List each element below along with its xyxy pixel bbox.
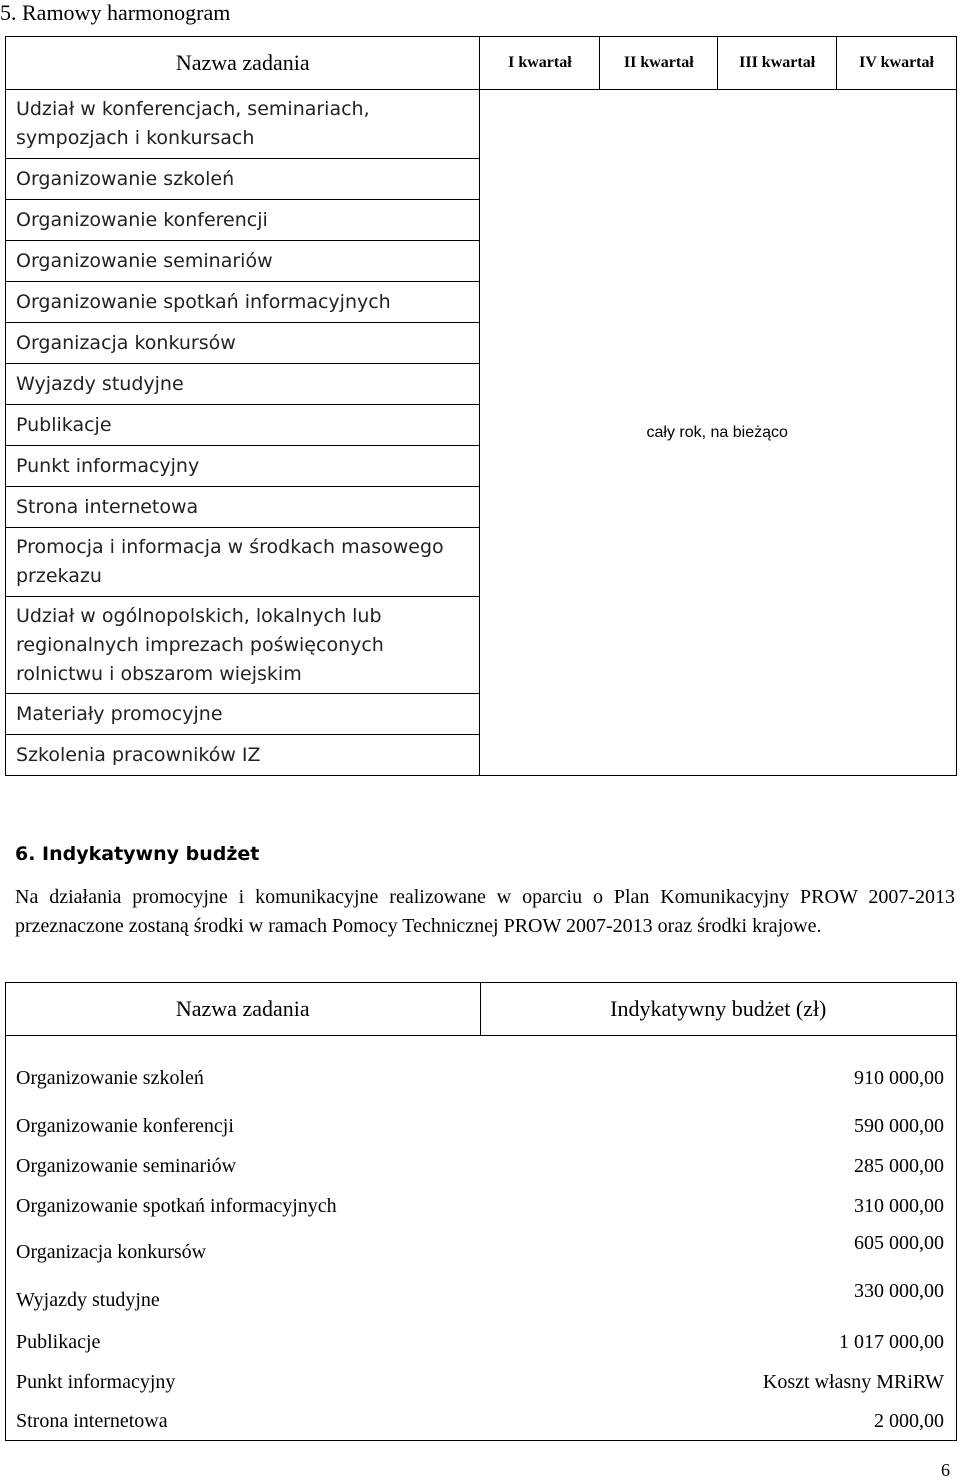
section-6-heading: 6. Indykatywny budżet bbox=[15, 843, 260, 865]
budget-value: Koszt własny MRiRW bbox=[762, 1370, 944, 1393]
schedule-header-row bbox=[6, 37, 957, 90]
budget-header-row bbox=[6, 983, 957, 1036]
table-row bbox=[6, 1362, 957, 1402]
budget-value: 605 000,00 bbox=[854, 1232, 944, 1254]
budget-paragraph: Na działania promocyjne i komunikacyjne realizowane w oparciu o Plan Komunikacyjny PROW 2007-2013 przeznaczone zostaną środki w ramach Pomocy Technicznej PROW 2007-2013 oraz środki krajowe. bbox=[15, 886, 955, 937]
task-cell: Organizowanie konferencji bbox=[6, 200, 480, 241]
task-cell: Udział w konferencjach, seminariach, sympozjach i konkursach bbox=[6, 90, 480, 159]
budget-task: Strona internetowa bbox=[16, 1409, 168, 1432]
header-q4: IV kwartał bbox=[837, 37, 957, 90]
page-number: 6 bbox=[941, 1460, 950, 1480]
budget-value: 310 000,00 bbox=[854, 1194, 944, 1217]
task-cell: Organizowanie szkoleń bbox=[6, 159, 480, 200]
table-row bbox=[6, 90, 957, 159]
task-cell: Punkt informacyjny bbox=[6, 446, 480, 487]
section-5-heading: 5. Ramowy harmonogram bbox=[0, 0, 231, 25]
budget-value: 590 000,00 bbox=[854, 1114, 944, 1137]
task-cell: Wyjazdy studyjne bbox=[6, 364, 480, 405]
budget-value: 330 000,00 bbox=[854, 1280, 944, 1302]
budget-value: 910 000,00 bbox=[854, 1066, 944, 1089]
table-row bbox=[6, 1146, 957, 1186]
task-cell: Udział w ogólnopolskich, lokalnych lub regionalnych imprezach poświęconych rolnictwu i obszarom wiejskim bbox=[6, 597, 480, 694]
task-cell: Organizowanie seminariów bbox=[6, 241, 480, 282]
task-cell: Szkolenia pracowników IZ bbox=[6, 735, 480, 776]
task-cell: Materiały promocyjne bbox=[6, 694, 480, 735]
table-row bbox=[6, 1186, 957, 1226]
budget-header-name: Nazwa zadania bbox=[6, 983, 481, 1036]
budget-task: Wyjazdy studyjne bbox=[16, 1288, 160, 1311]
header-q2: II kwartał bbox=[600, 37, 718, 90]
task-cell: Publikacje bbox=[6, 405, 480, 446]
task-cell: Organizacja konkursów bbox=[6, 323, 480, 364]
budget-task: Organizowanie szkoleń bbox=[16, 1066, 204, 1089]
budget-value: 1 017 000,00 bbox=[839, 1330, 944, 1353]
budget-table bbox=[5, 982, 957, 1441]
budget-value: 2 000,00 bbox=[874, 1409, 944, 1432]
task-cell: Organizowanie spotkań informacyjnych bbox=[6, 282, 480, 323]
budget-task: Organizowanie konferencji bbox=[16, 1114, 234, 1137]
budget-task: Organizowanie spotkań informacyjnych bbox=[16, 1194, 337, 1217]
header-task-name: Nazwa zadania bbox=[6, 37, 480, 90]
budget-value: 285 000,00 bbox=[854, 1154, 944, 1177]
budget-task: Punkt informacyjny bbox=[16, 1370, 176, 1393]
whole-year-cell: cały rok, na bieżąco bbox=[480, 90, 957, 776]
header-q1: I kwartał bbox=[480, 37, 600, 90]
header-q3: III kwartał bbox=[718, 37, 837, 90]
task-cell: Promocja i informacja w środkach masowego przekazu bbox=[6, 528, 480, 597]
table-row bbox=[6, 1036, 957, 1107]
task-cell: Strona internetowa bbox=[6, 487, 480, 528]
budget-task: Organizowanie seminariów bbox=[16, 1154, 237, 1177]
budget-task: Organizacja konkursów bbox=[16, 1240, 207, 1263]
table-row bbox=[6, 1106, 957, 1146]
table-row bbox=[6, 1402, 957, 1441]
table-row bbox=[6, 1322, 957, 1362]
table-row bbox=[6, 1226, 957, 1274]
budget-task: Publikacje bbox=[16, 1330, 101, 1353]
table-row bbox=[6, 1274, 957, 1322]
budget-header-amount: Indykatywny budżet (zł) bbox=[480, 983, 956, 1036]
schedule-table bbox=[5, 36, 957, 776]
